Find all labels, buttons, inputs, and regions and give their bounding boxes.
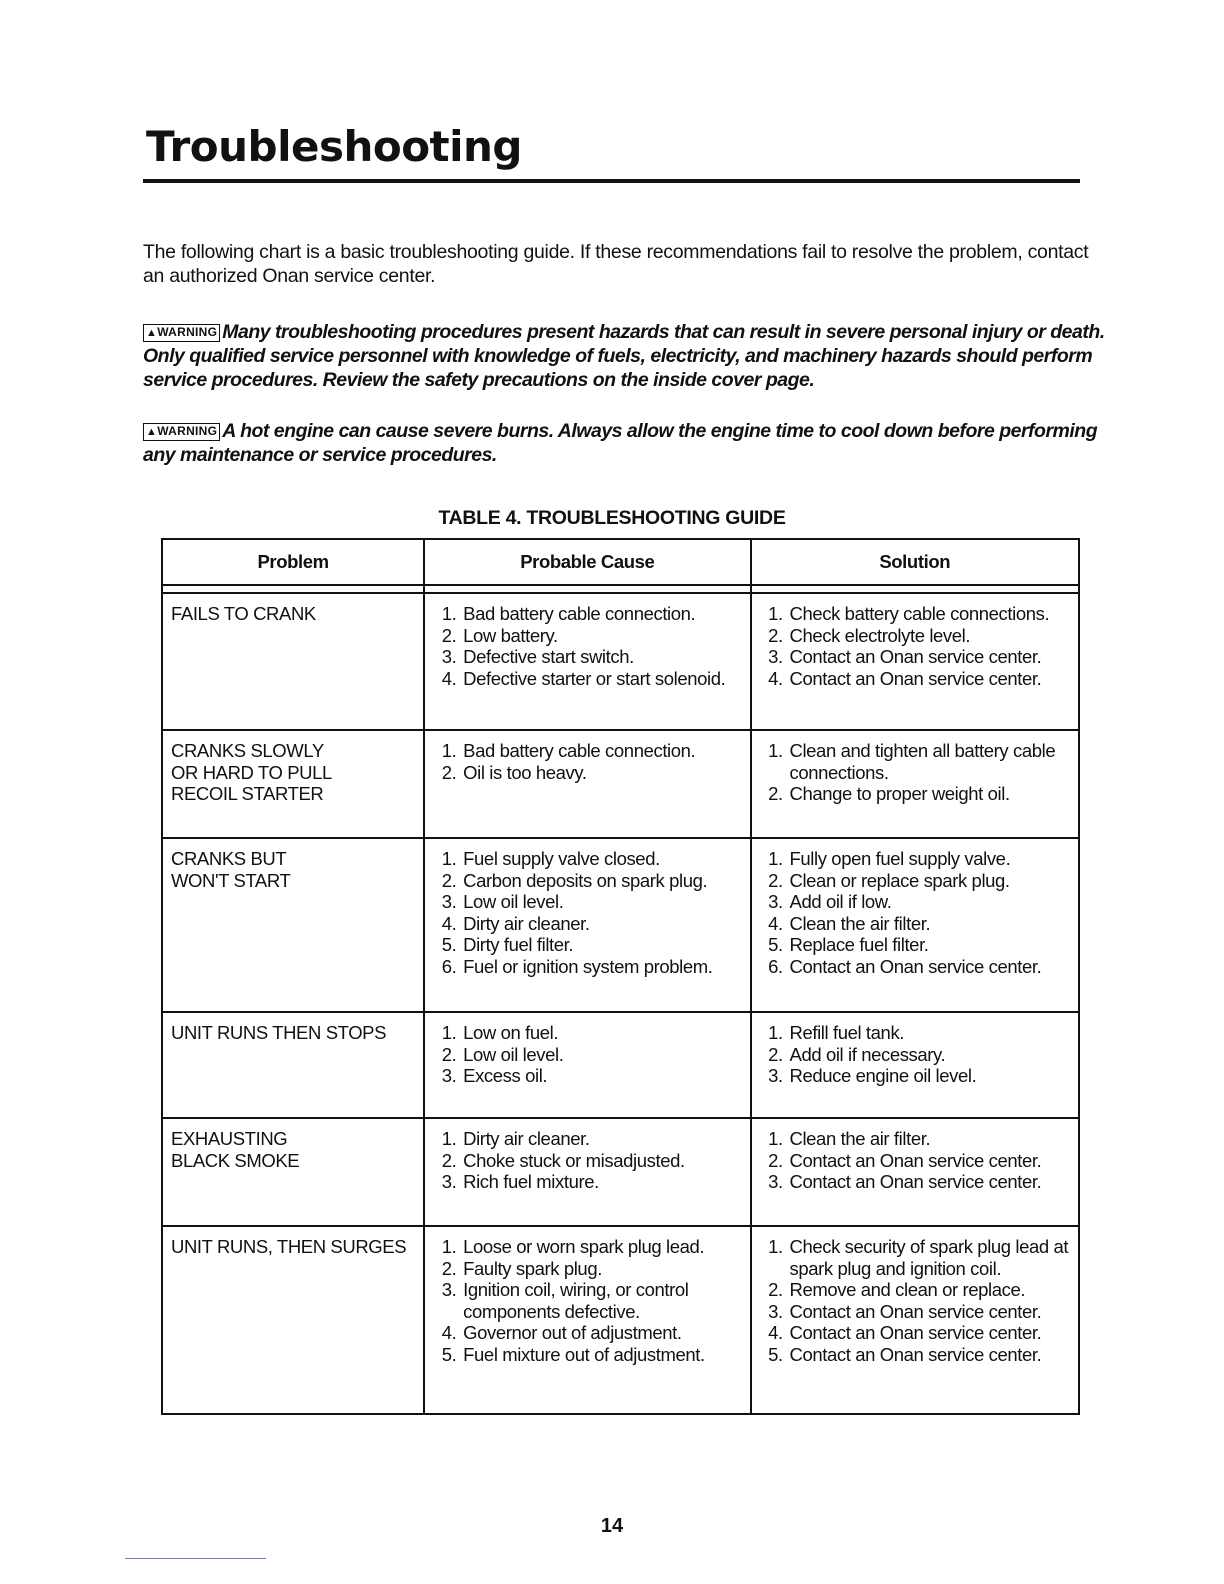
solution-list: [760, 603, 1071, 689]
solution-cell: [751, 1226, 1080, 1414]
solution-cell: [751, 730, 1080, 838]
list-item: 6. Fuel or ignition system problem.: [461, 956, 741, 978]
page-number: 14: [600, 1515, 624, 1537]
table-row: [162, 1118, 1079, 1226]
list-item: 1. Fuel supply valve closed.: [461, 848, 741, 870]
troubleshooting-table: [161, 538, 1080, 1415]
list-item: 5. Replace fuel filter.: [788, 934, 1071, 956]
cause-cell: [424, 730, 750, 838]
list-item: 2. Add oil if necessary.: [788, 1044, 1071, 1066]
list-item: 3. Reduce engine oil level.: [788, 1065, 1071, 1087]
warning-text: Many troubleshooting procedures present hazards that can result in severe personal injury or death. Only qualified service personnel with knowledge of fuels, electricity, and machinery hazards should perform service procedures. Review the safety precautions on the inside cover page.: [143, 321, 1105, 391]
cause-list: [433, 603, 741, 689]
solution-cell: [751, 1012, 1080, 1118]
list-item: 1. Check security of spark plug lead at spark plug and ignition coil.: [788, 1236, 1071, 1279]
problem-cell: CRANKS SLOWLY OR HARD TO PULL RECOIL STARTER: [162, 730, 424, 838]
list-item: 2. Clean or replace spark plug.: [788, 870, 1071, 892]
list-item: 3. Excess oil.: [461, 1065, 741, 1087]
problem-cell: FAILS TO CRANK: [162, 593, 424, 730]
list-item: 6. Contact an Onan service center.: [788, 956, 1071, 978]
solution-list: [760, 1128, 1071, 1193]
warning-badge: [143, 423, 220, 441]
table-row: [162, 1226, 1079, 1414]
list-item: 2. Remove and clean or replace.: [788, 1279, 1071, 1301]
solution-cell: [751, 838, 1080, 1012]
list-item: 3. Contact an Onan service center.: [788, 1301, 1071, 1323]
list-item: 2. Change to proper weight oil.: [788, 783, 1071, 805]
cause-cell: [424, 593, 750, 730]
list-item: 1. Low on fuel.: [461, 1022, 741, 1044]
cause-cell: [424, 1226, 750, 1414]
title-rule: [143, 179, 1080, 183]
list-item: 2. Faulty spark plug.: [461, 1258, 741, 1280]
cause-list: [433, 848, 741, 977]
solution-list: [760, 1236, 1071, 1365]
solution-cell: [751, 593, 1080, 730]
list-item: 3. Low oil level.: [461, 891, 741, 913]
list-item: 2. Low battery.: [461, 625, 741, 647]
cause-cell: [424, 1118, 750, 1226]
list-item: 4. Governor out of adjustment.: [461, 1322, 741, 1344]
problem-cell: CRANKS BUT WON'T START: [162, 838, 424, 1012]
table-row: [162, 838, 1079, 1012]
list-item: 4. Contact an Onan service center.: [788, 668, 1071, 690]
table-row: [162, 730, 1079, 838]
problem-cell: EXHAUSTING BLACK SMOKE: [162, 1118, 424, 1226]
footer-line: [125, 1558, 266, 1559]
warning-triangle-icon: ▲: [146, 426, 158, 438]
cause-cell: [424, 1012, 750, 1118]
list-item: 4. Contact an Onan service center.: [788, 1322, 1071, 1344]
list-item: 5. Contact an Onan service center.: [788, 1344, 1071, 1366]
warning-badge: [143, 324, 220, 342]
table-row: [162, 593, 1079, 730]
list-item: 3. Contact an Onan service center.: [788, 646, 1071, 668]
page-title: Troubleshooting: [146, 122, 522, 171]
intro-paragraph: The following chart is a basic troubleshooting guide. If these recommendations fail to resolve the problem, contact an authorized Onan service center.: [143, 241, 1089, 287]
cause-list: [433, 1022, 741, 1087]
warning-label: WARNING: [157, 424, 218, 438]
list-item: 2. Carbon deposits on spark plug.: [461, 870, 741, 892]
list-item: 5. Dirty fuel filter.: [461, 934, 741, 956]
list-item: 3. Contact an Onan service center.: [788, 1171, 1071, 1193]
warning-notice: [143, 320, 1118, 392]
header-solution: Solution: [751, 539, 1080, 585]
list-item: 1. Bad battery cable connection.: [461, 740, 741, 762]
list-item: 1. Fully open fuel supply valve.: [788, 848, 1071, 870]
problem-cell: UNIT RUNS THEN STOPS: [162, 1012, 424, 1118]
list-item: 3. Defective start switch.: [461, 646, 741, 668]
list-item: 5. Fuel mixture out of adjustment.: [461, 1344, 741, 1366]
warning-label: WARNING: [157, 325, 218, 339]
header-problem: Problem: [162, 539, 424, 585]
solution-cell: [751, 1118, 1080, 1226]
list-item: 3. Rich fuel mixture.: [461, 1171, 741, 1193]
list-item: 1. Refill fuel tank.: [788, 1022, 1071, 1044]
table-row: [162, 1012, 1079, 1118]
list-item: 2. Contact an Onan service center.: [788, 1150, 1071, 1172]
list-item: 2. Oil is too heavy.: [461, 762, 741, 784]
solution-list: [760, 848, 1071, 977]
warning-text: A hot engine can cause severe burns. Always allow the engine time to cool down before performing any maintenance or service procedures.: [143, 420, 1098, 466]
warning-triangle-icon: ▲: [146, 327, 158, 339]
warning-notice: [143, 419, 1118, 467]
list-item: 1. Loose or worn spark plug lead.: [461, 1236, 741, 1258]
problem-cell: UNIT RUNS, THEN SURGES: [162, 1226, 424, 1414]
list-item: 1. Clean the air filter.: [788, 1128, 1071, 1150]
list-item: 4. Defective starter or start solenoid.: [461, 668, 741, 690]
cause-list: [433, 740, 741, 783]
list-item: 2. Choke stuck or misadjusted.: [461, 1150, 741, 1172]
list-item: 3. Add oil if low.: [788, 891, 1071, 913]
cause-list: [433, 1128, 741, 1193]
solution-list: [760, 1022, 1071, 1087]
table-caption: TABLE 4. TROUBLESHOOTING GUIDE: [438, 507, 786, 529]
list-item: 1. Check battery cable connections.: [788, 603, 1071, 625]
list-item: 4. Clean the air filter.: [788, 913, 1071, 935]
cause-list: [433, 1236, 741, 1365]
header-probable-cause: Probable Cause: [424, 539, 750, 585]
list-item: 1. Bad battery cable connection.: [461, 603, 741, 625]
list-item: 1. Clean and tighten all battery cable connections.: [788, 740, 1071, 783]
header-separator: [162, 585, 1079, 593]
list-item: 2. Check electrolyte level.: [788, 625, 1071, 647]
list-item: 2. Low oil level.: [461, 1044, 741, 1066]
list-item: 3. Ignition coil, wiring, or control components defective.: [461, 1279, 741, 1322]
list-item: 1. Dirty air cleaner.: [461, 1128, 741, 1150]
solution-list: [760, 740, 1071, 805]
list-item: 4. Dirty air cleaner.: [461, 913, 741, 935]
cause-cell: [424, 838, 750, 1012]
